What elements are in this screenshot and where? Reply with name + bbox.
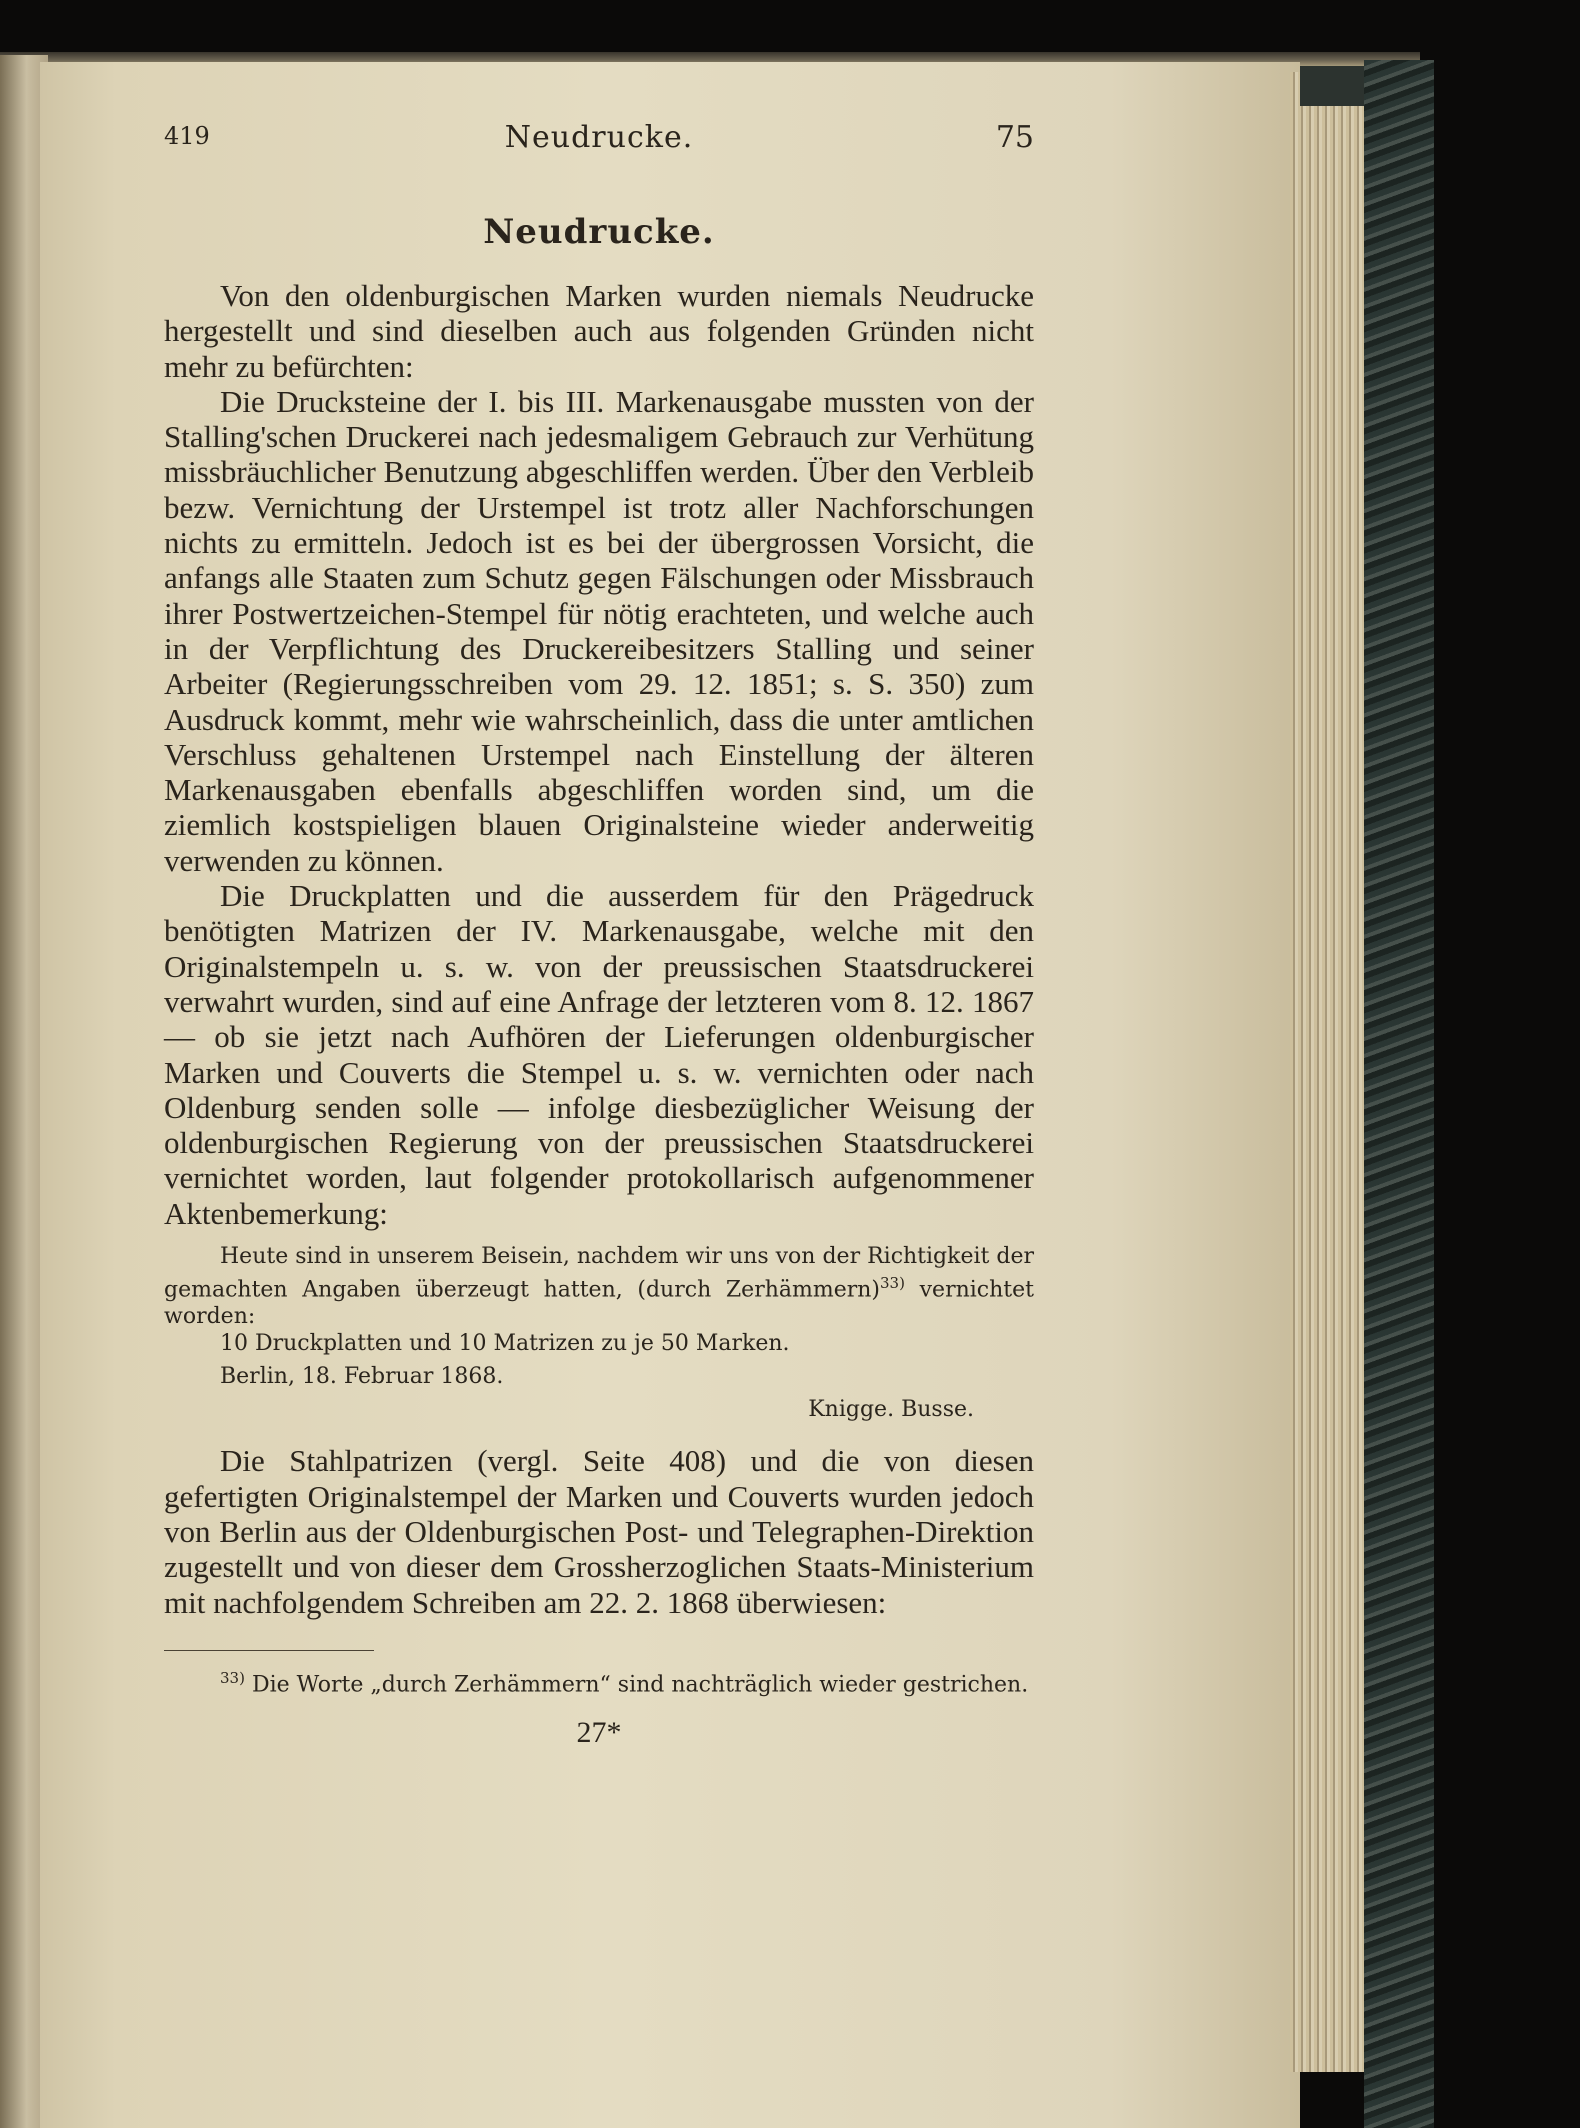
paragraph-stahlpatrizen: Die Stahlpatrizen (vergl. Seite 408) und die von diesen gefertigten Originalstempel der Marken und Couverts wurden jedoch von Berlin aus der Oldenburgischen Post- und Telegraphen-Direktion zugestellt und von dieser dem Grossherzoglichen Staats-Ministerium mit nachfolgendem Schreiben am 22. 2. 1868 überwiesen:: [164, 1443, 1034, 1620]
quote-text-after: vernichtet worden:: [164, 1277, 1034, 1330]
section-title: Neudrucke.: [483, 212, 715, 252]
footnote-number: 33): [220, 1668, 245, 1687]
footnote-text: Die Worte „durch Zerhämmern“ sind nachträglich wieder gestrichen.: [244, 1672, 1029, 1698]
footnote-reference: 33): [880, 1274, 905, 1293]
quote-place-date: Berlin, 18. Februar 1868.: [220, 1364, 504, 1390]
running-title: Neudrucke.: [504, 120, 694, 155]
quote-signatories: Knigge. Busse.: [808, 1397, 974, 1423]
page-content: [164, 118, 1034, 1750]
page-number-left: 419: [164, 122, 210, 150]
quote-text-before: Heute sind in unserem Beisein, nachdem wir uns von der Richtigkeit der gemachten Angaben überzeugt hatten, (durch Zerhämmern): [164, 1244, 1034, 1303]
printer-signature-mark: 27*: [576, 1716, 622, 1750]
page-stack-edges: [1290, 72, 1366, 2072]
footnote-rule: [164, 1650, 374, 1651]
running-head: [164, 118, 1034, 158]
footnote: [164, 1665, 1034, 1698]
paragraph-druckplatten: Die Druckplatten und die ausserdem für den Prägedruck benötigten Matrizen der IV. Markenausgabe, welche mit den Originalstempeln u. s. w. von der preussischen Staatsdruckerei verwahrt wurden, sind auf eine Anfrage der letzteren vom 8. 12. 1867 — ob sie jetzt nach Aufhören der Lieferungen oldenburgischer Marken und Couverts die Stempel u. s. w. vernichten oder nach Oldenburg senden solle — infolge diesbezüglicher Weisung der oldenburgischen Regierung von der preussischen Staatsdruckerei vernichtet worden, laut folgender protokollarisch aufgenommener Aktenbemerkung:: [164, 878, 1034, 1231]
body-text-continued: [164, 1443, 1034, 1619]
paragraph-intro: Von den oldenburgischen Marken wurden niemals Neudrucke hergestellt und sind dieselben auch aus folgenden Gründen nicht mehr zu befürchten:: [164, 278, 1034, 384]
quote-text: [164, 1243, 1034, 1330]
page-number-right: 75: [995, 120, 1034, 155]
paragraph-drucksteine: Die Drucksteine der I. bis III. Markenausgabe mussten von der Stalling'schen Druckerei nach jedesmaligem Gebrauch zur Verhütung missbräuchlicher Benutzung abgeschliffen werden. Über den Verbleib bezw. Vernichtung der Urstempel ist trotz aller Nachforschungen nichts zu ermitteln. Jedoch ist es bei der übergrossen Vorsicht, die anfangs alle Staaten zum Schutz gegen Fälschungen oder Missbrauch ihrer Postwertzeichen-Stempel für nötig erachteten, und welche auch in der Verpflichtung des Druckereibesitzers Stalling und seiner Arbeiter (Regierungsschreiben vom 29. 12. 1851; s. S. 350) zum Ausdruck kommt, mehr wie wahrscheinlich, dass die unter amtlichen Verschluss gehaltenen Urstempel nach Einstellung der älteren Markenausgaben ebenfalls abgeschliffen worden sind, um die ziemlich kostspieligen blauen Originalsteine wieder anderweitig verwenden zu können.: [164, 383, 1034, 878]
protocol-quote: [164, 1243, 1034, 1423]
body-text: [164, 278, 1034, 1231]
book-cover-spine: [1364, 60, 1434, 2128]
quote-item: 10 Druckplatten und 10 Matrizen zu je 50 Marken.: [220, 1331, 790, 1357]
